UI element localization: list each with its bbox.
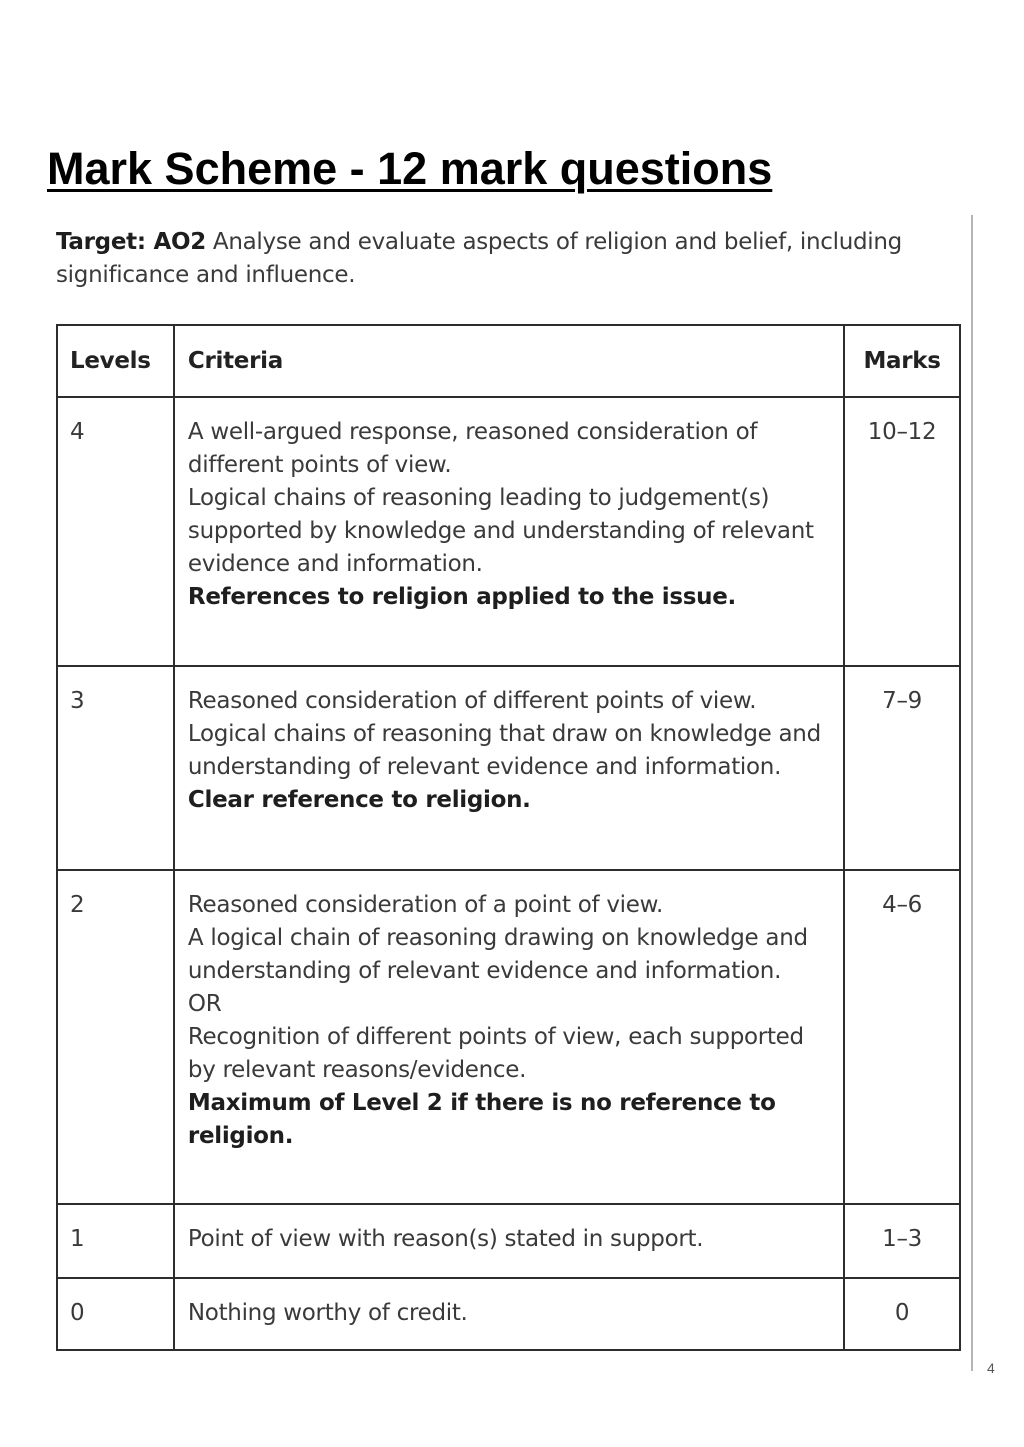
- criteria-bold-line: Maximum of Level 2 if there is no reference to religion.: [187, 1090, 776, 1149]
- criteria-line: Reasoned consideration of different points of view.: [187, 688, 757, 714]
- criteria-line: OR: [187, 991, 222, 1017]
- criteria-bold-line: References to religion applied to the issue.: [187, 584, 736, 610]
- table-row: [57, 397, 960, 666]
- criteria-line: Logical chains of reasoning that draw on knowledge and understanding of relevant evidence and information.: [187, 721, 821, 780]
- criteria-cell: [174, 870, 844, 1204]
- criteria-cell: [174, 1278, 844, 1350]
- marks-cell: 4–6: [844, 870, 960, 1204]
- table-row: [57, 1278, 960, 1350]
- marks-cell: 0: [844, 1278, 960, 1350]
- marks-cell: 1–3: [844, 1204, 960, 1278]
- criteria-cell: [174, 397, 844, 666]
- criteria-line: Point of view with reason(s) stated in support.: [187, 1226, 704, 1252]
- criteria-line: Nothing worthy of credit.: [187, 1300, 468, 1326]
- target-text: Analyse and evaluate aspects of religion and belief, including significance and influence.: [56, 229, 902, 288]
- criteria-line: A well-argued response, reasoned consideration of different points of view.: [187, 419, 758, 478]
- table-row: [57, 666, 960, 870]
- target-label: Target: AO2: [56, 229, 206, 255]
- mark-scheme-table: [56, 324, 961, 1351]
- level-cell: 3: [57, 666, 174, 870]
- level-cell: 1: [57, 1204, 174, 1278]
- header-marks: Marks: [844, 325, 960, 397]
- criteria-line: Recognition of different points of view, each supported by relevant reasons/evidence.: [187, 1024, 804, 1083]
- marks-cell: 7–9: [844, 666, 960, 870]
- marks-cell: 10–12: [844, 397, 960, 666]
- criteria-cell: [174, 1204, 844, 1278]
- page-title: Mark Scheme - 12 mark questions: [47, 143, 773, 194]
- criteria-line: A logical chain of reasoning drawing on knowledge and understanding of relevant evidence and information.: [187, 925, 808, 984]
- header-criteria: Criteria: [174, 325, 844, 397]
- criteria-line: Logical chains of reasoning leading to judgement(s) supported by knowledge and understanding of relevant evidence and information.: [187, 485, 814, 577]
- level-cell: 0: [57, 1278, 174, 1350]
- margin-rule: [971, 215, 973, 1371]
- table-header-row: [57, 325, 960, 397]
- table-row: [57, 1204, 960, 1278]
- page-number: 4: [987, 1360, 995, 1376]
- target-statement: [56, 226, 936, 292]
- table-row: [57, 870, 960, 1204]
- level-cell: 2: [57, 870, 174, 1204]
- level-cell: 4: [57, 397, 174, 666]
- criteria-bold-line: Clear reference to religion.: [187, 787, 531, 813]
- criteria-line: Reasoned consideration of a point of view.: [187, 892, 664, 918]
- criteria-cell: [174, 666, 844, 870]
- header-levels: Levels: [57, 325, 174, 397]
